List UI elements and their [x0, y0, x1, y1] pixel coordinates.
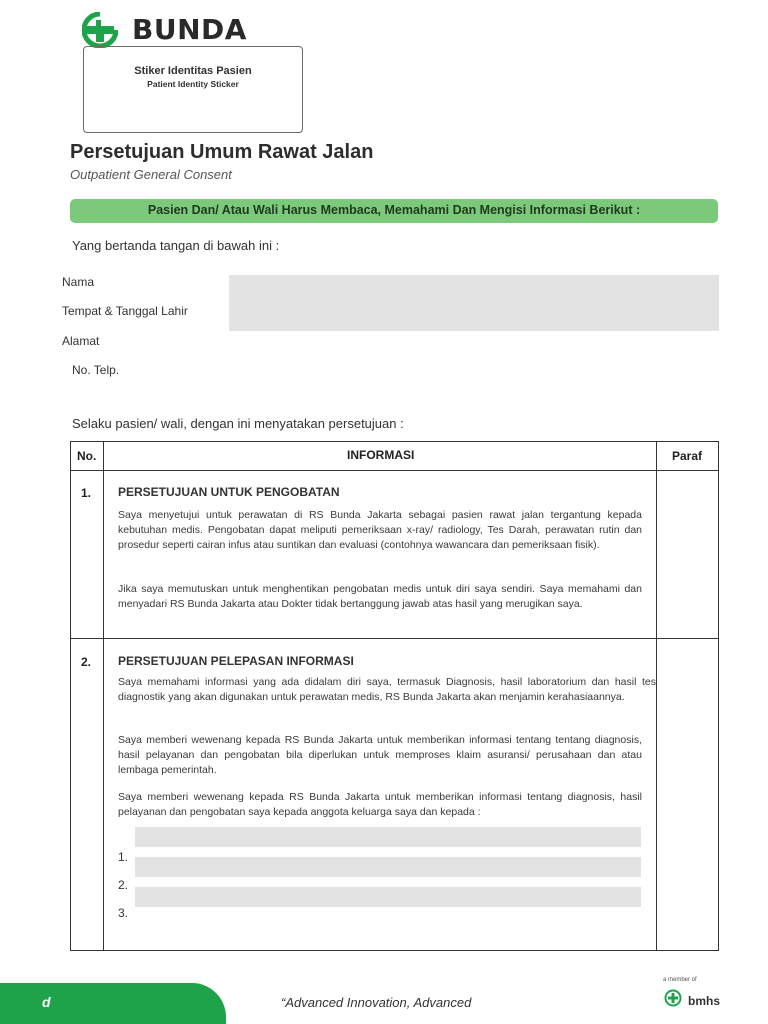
footer-letter: d	[42, 994, 51, 1010]
column-divider	[103, 442, 104, 950]
release-paragraph-2: Saya memberi wewenang kepada RS Bunda Jakarta untuk memberikan informasi tentang tentang diagnosis, hasil pelayanan dan pengobatan bila diperlukan untuk memproses klaim asuransi/ perusahaan dan atau lembaga pemerintah.	[118, 734, 642, 776]
list-number-1: 1.	[118, 850, 129, 864]
paraf-cell-2[interactable]	[657, 639, 719, 951]
phone-label: No. Telp.	[72, 363, 120, 377]
family-name-field-1[interactable]	[135, 827, 641, 847]
declaration-text: Selaku pasien/ wali, dengan ini menyatakan persetujuan :	[72, 416, 404, 431]
header-no: No.	[77, 449, 97, 463]
intro-text: Yang bertanda tangan di bawah ini :	[72, 238, 280, 253]
instruction-banner: Pasien Dan/ Atau Wali Harus Membaca, Memahami Dan Mengisi Informasi Berikut :	[70, 199, 718, 223]
header-paraf: Paraf	[672, 449, 703, 463]
list-number-3: 3.	[118, 906, 129, 920]
hospital-cross-logo-icon	[82, 12, 118, 48]
header-informasi: INFORMASI	[347, 448, 415, 462]
identity-input-area[interactable]	[229, 275, 719, 331]
release-paragraph-1: Saya memahami informasi yang ada didalam diri saya, termasuk Diagnosis, hasil laboratorium dan hasil tes diagnostik yang akan digunakan untuk perawatan medis, RS Bunda Jakarta akan menjamin kerahasiaannya.	[118, 676, 656, 703]
brand-name: BUNDA	[132, 13, 247, 46]
consent-table	[70, 441, 719, 951]
header-divider	[71, 470, 718, 471]
patient-sticker-box	[83, 46, 303, 133]
family-name-field-3[interactable]	[135, 887, 641, 907]
section-title-treatment: PERSETUJUAN UNTUK PENGOBATAN	[118, 485, 340, 499]
member-of-text: a member of	[663, 977, 697, 983]
birth-label: Tempat & Tanggal Lahir	[62, 304, 188, 318]
row-divider	[71, 638, 718, 639]
family-name-field-2[interactable]	[135, 857, 641, 877]
row-number: 1.	[81, 486, 92, 500]
list-number-2: 2.	[118, 878, 129, 892]
form-title: Persetujuan Umum Rawat Jalan	[70, 141, 374, 163]
sticker-subtitle: Patient Identity Sticker	[147, 79, 239, 89]
treatment-paragraph-1: Saya menyetujui untuk perawatan di RS Bunda Jakarta sebagai pasien rawat jalan tergantung kepada kebutuhan medis. Pengobatan dapat meliputi pemeriksaan x-ray/ radiology, Tes Darah, perawatan rutin dan prosedur seperti cairan infus atau suntikan dan evaluasi (contohnya wawancara dan pemeriksaan fisik).	[118, 509, 642, 551]
sticker-title: Stiker Identitas Pasien	[134, 65, 252, 77]
partner-logo	[664, 989, 720, 1012]
footer-tagline: “Advanced Innovation, Advanced	[281, 995, 472, 1010]
row-number: 2.	[81, 655, 92, 669]
footer-green-band	[0, 983, 226, 1024]
brand-logo	[82, 12, 247, 48]
name-label: Nama	[62, 275, 95, 289]
form-subtitle: Outpatient General Consent	[70, 167, 232, 182]
treatment-paragraph-2: Jika saya memutuskan untuk menghentikan pengobatan medis untuk diri saya sendiri. Saya memahami dan menyadari RS Bunda Jakarta atau Dokter tidak bertanggung jawab atas hasil yang merugikan saya.	[118, 583, 642, 610]
section-title-release: PERSETUJUAN PELEPASAN INFORMASI	[118, 654, 354, 668]
partner-name: bmhs	[688, 993, 721, 1008]
paraf-cell-1[interactable]	[657, 471, 719, 638]
address-label: Alamat	[62, 334, 100, 348]
release-paragraph-3: Saya memberi wewenang kepada RS Bunda Jakarta untuk memberikan informasi tentang diagnosis, hasil pelayanan dan pengobatan saya kepada anggota keluarga saya dan kepada :	[118, 791, 642, 818]
bmhs-logo-icon	[664, 989, 682, 1012]
